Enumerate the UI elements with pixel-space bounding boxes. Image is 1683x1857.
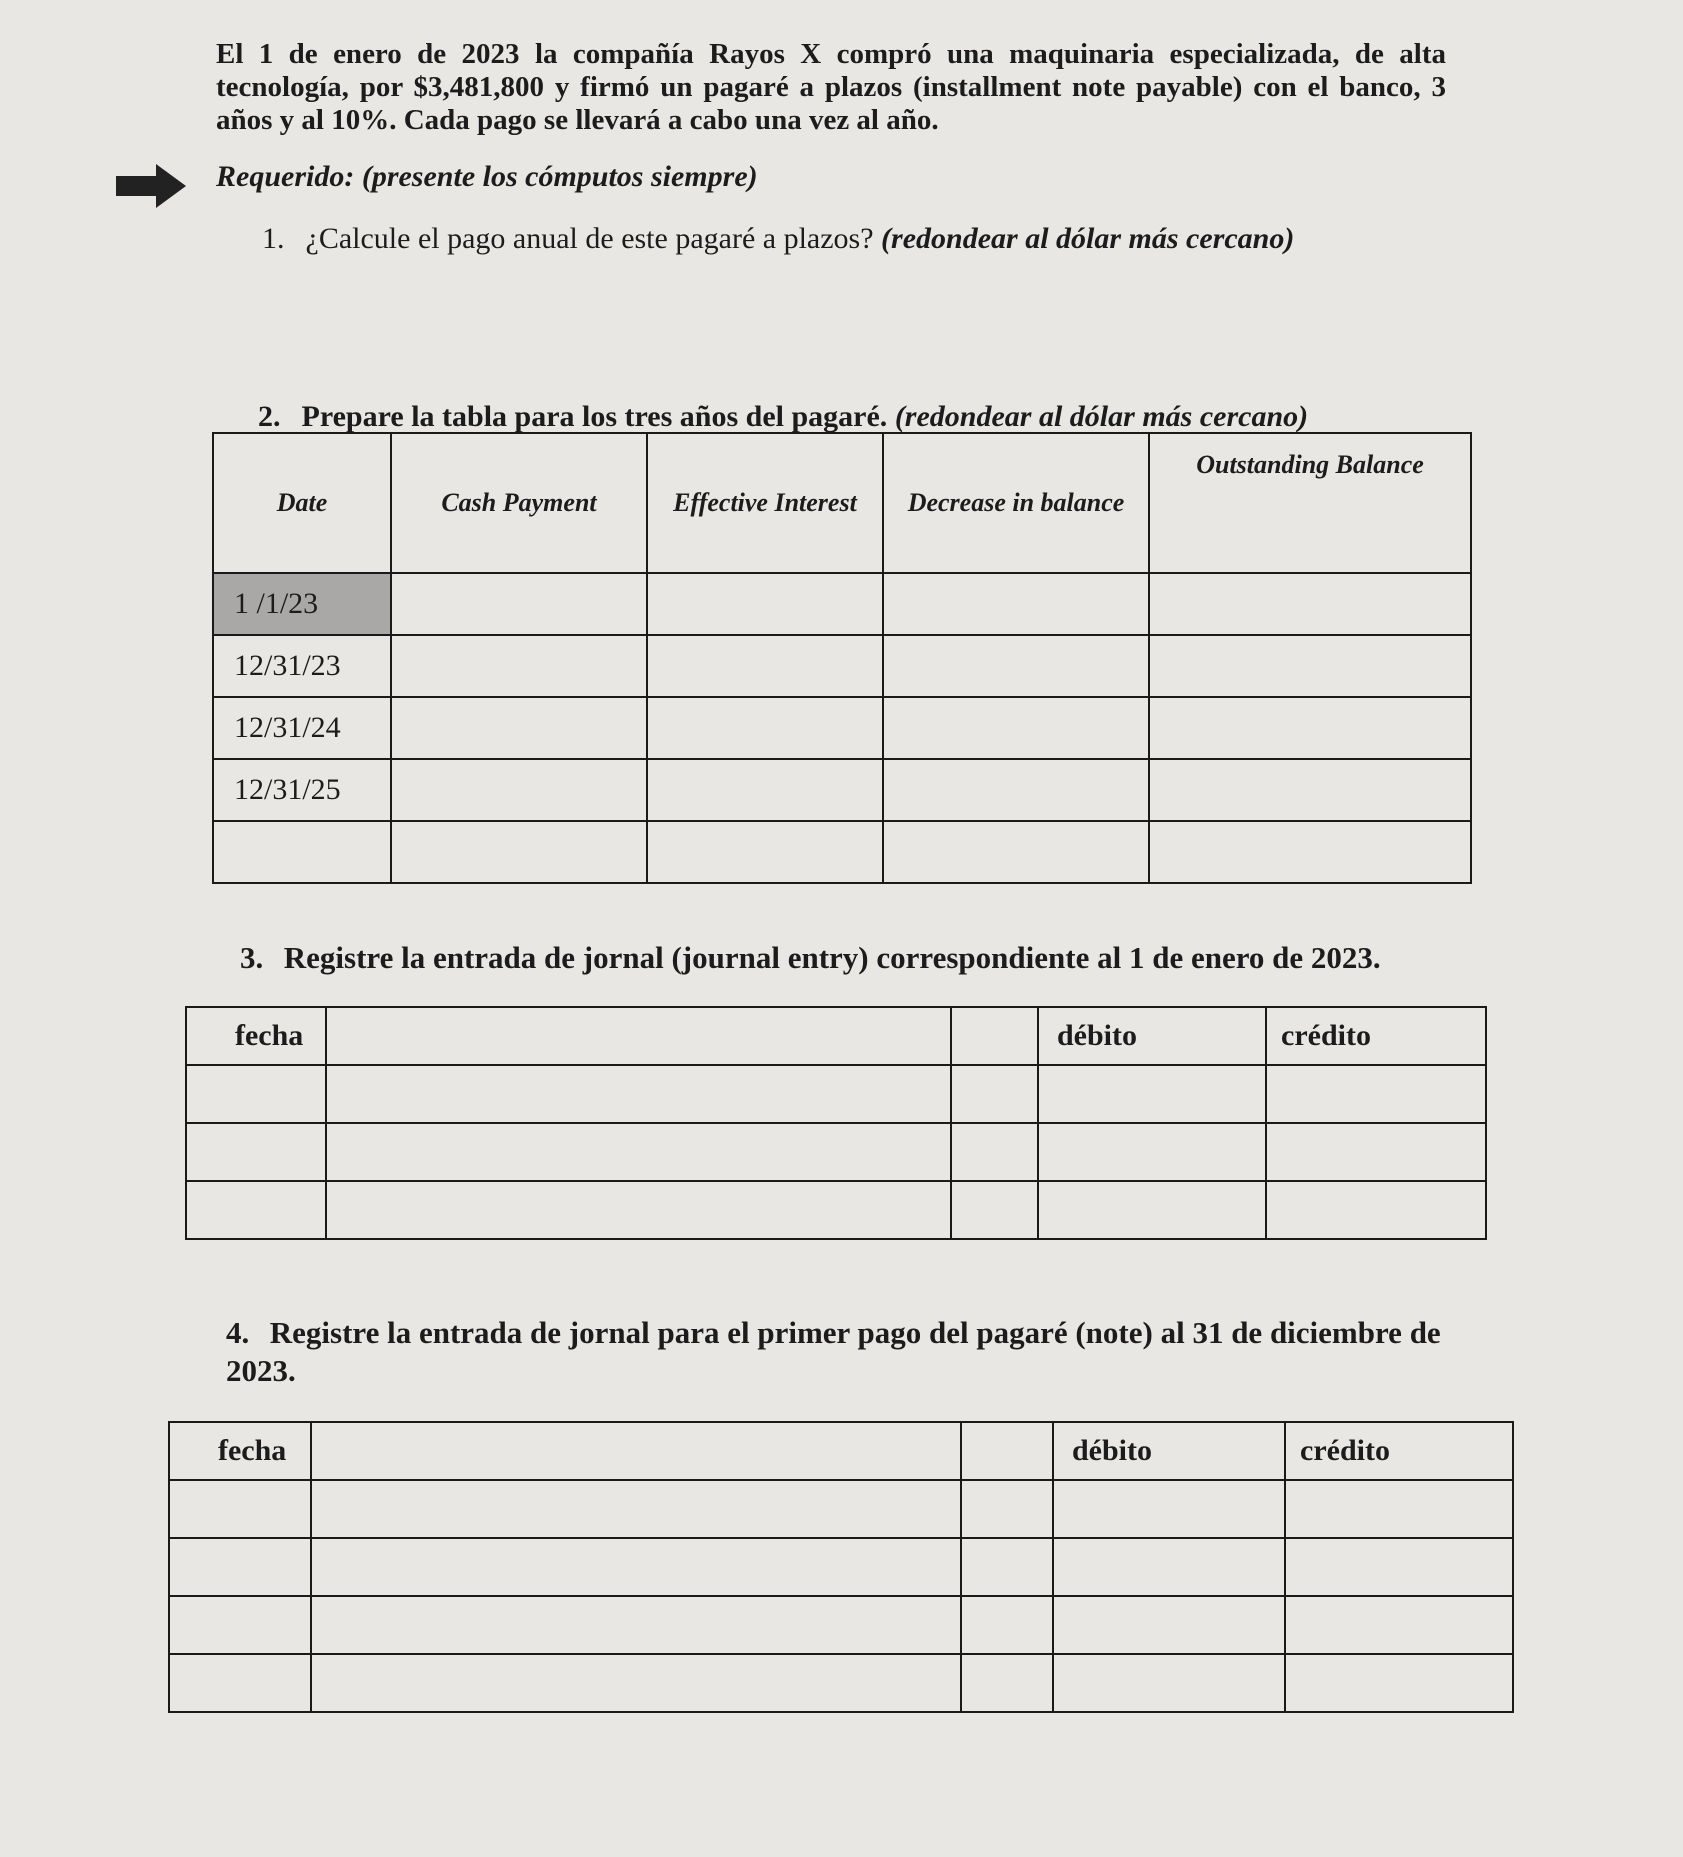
answer-cell[interactable] (311, 1480, 961, 1538)
header-effective-interest: Effective Interest (647, 433, 883, 573)
arrow-right-icon (116, 164, 186, 208)
answer-cell[interactable] (951, 1123, 1038, 1181)
answer-cell[interactable] (326, 1123, 951, 1181)
table-header-row (169, 1422, 1513, 1480)
table-row (169, 1480, 1513, 1538)
question-2-number: 2. (258, 400, 281, 433)
answer-cell[interactable] (1038, 1181, 1266, 1239)
answer-cell[interactable] (883, 759, 1149, 821)
date-cell: 12/31/23 (213, 635, 391, 697)
question-2 (258, 400, 1308, 434)
header-debito: débito (1053, 1422, 1285, 1480)
question-4-text: Registre la entrada de jornal para el primer pago del pagaré (note) al 31 de diciembre de 2023. (226, 1315, 1441, 1388)
header-ref (961, 1422, 1053, 1480)
answer-cell[interactable] (647, 573, 883, 635)
date-cell: 12/31/24 (213, 697, 391, 759)
required-heading: Requerido: (presente los cómputos siempre) (216, 160, 758, 193)
answer-cell[interactable] (1285, 1596, 1513, 1654)
header-debito: débito (1038, 1007, 1266, 1065)
answer-cell[interactable] (1149, 573, 1471, 635)
answer-cell[interactable] (1285, 1480, 1513, 1538)
question-3-number: 3. (240, 940, 264, 975)
answer-cell[interactable] (326, 1065, 951, 1123)
answer-cell[interactable] (391, 573, 647, 635)
answer-cell[interactable] (311, 1538, 961, 1596)
date-cell[interactable] (213, 821, 391, 883)
answer-cell[interactable] (951, 1181, 1038, 1239)
answer-cell[interactable] (186, 1065, 326, 1123)
answer-cell[interactable] (1266, 1065, 1486, 1123)
header-date: Date (213, 433, 391, 573)
answer-cell[interactable] (1285, 1654, 1513, 1712)
answer-cell[interactable] (186, 1123, 326, 1181)
answer-cell[interactable] (1149, 697, 1471, 759)
question-4-number: 4. (226, 1315, 250, 1350)
answer-cell[interactable] (1038, 1123, 1266, 1181)
answer-cell[interactable] (326, 1181, 951, 1239)
header-ref (951, 1007, 1038, 1065)
header-outstanding-balance: Outstanding Balance (1149, 433, 1471, 573)
header-fecha: fecha (169, 1422, 311, 1480)
date-cell: 1 /1/23 (213, 573, 391, 635)
answer-cell[interactable] (647, 635, 883, 697)
answer-cell[interactable] (186, 1181, 326, 1239)
answer-cell[interactable] (961, 1538, 1053, 1596)
answer-cell[interactable] (1053, 1480, 1285, 1538)
answer-cell[interactable] (1285, 1538, 1513, 1596)
amortization-table (212, 432, 1472, 884)
answer-cell[interactable] (391, 697, 647, 759)
question-4 (226, 1314, 1506, 1390)
answer-cell[interactable] (883, 697, 1149, 759)
answer-cell[interactable] (311, 1654, 961, 1712)
answer-cell[interactable] (647, 697, 883, 759)
answer-cell[interactable] (1149, 635, 1471, 697)
answer-cell[interactable] (1053, 1538, 1285, 1596)
question-1 (262, 222, 1294, 256)
answer-cell[interactable] (1038, 1065, 1266, 1123)
table-row (169, 1596, 1513, 1654)
header-decrease-in-balance: Decrease in balance (883, 433, 1149, 573)
answer-cell[interactable] (391, 821, 647, 883)
answer-cell[interactable] (961, 1654, 1053, 1712)
table-header-row (186, 1007, 1486, 1065)
header-account (311, 1422, 961, 1480)
journal-entry-table-1 (185, 1006, 1487, 1240)
answer-cell[interactable] (311, 1596, 961, 1654)
answer-cell[interactable] (961, 1596, 1053, 1654)
answer-cell[interactable] (169, 1596, 311, 1654)
header-credito: crédito (1266, 1007, 1486, 1065)
date-cell: 12/31/25 (213, 759, 391, 821)
table-row (213, 821, 1471, 883)
answer-cell[interactable] (169, 1654, 311, 1712)
answer-cell[interactable] (951, 1065, 1038, 1123)
problem-statement: El 1 de enero de 2023 la compañía Rayos X compró una maquinaria especializada, de alta tecnología, por $3,481,800 y firmó un pagaré a plazos (installment note payable) con el banco, 3 años y al 10%. Cada pago se llevará a cabo una vez al año. (216, 38, 1446, 136)
answer-cell[interactable] (391, 759, 647, 821)
question-1-text: ¿Calcule el pago anual de este pagaré a plazos? (305, 222, 874, 255)
answer-cell[interactable] (1266, 1181, 1486, 1239)
question-3 (240, 940, 1381, 976)
table-row (186, 1123, 1486, 1181)
header-fecha: fecha (186, 1007, 326, 1065)
answer-cell[interactable] (169, 1538, 311, 1596)
answer-cell[interactable] (883, 821, 1149, 883)
answer-cell[interactable] (391, 635, 647, 697)
answer-cell[interactable] (961, 1480, 1053, 1538)
answer-cell[interactable] (1149, 759, 1471, 821)
table-row (186, 1181, 1486, 1239)
table-row (186, 1065, 1486, 1123)
table-row (213, 697, 1471, 759)
question-3-text: Registre la entrada de jornal (journal entry) correspondiente al 1 de enero de 2023. (283, 940, 1381, 975)
question-2-note: (redondear al dólar más cercano) (894, 400, 1309, 433)
header-cash-payment: Cash Payment (391, 433, 647, 573)
question-1-note: (redondear al dólar más cercano) (881, 222, 1295, 255)
table-row (169, 1538, 1513, 1596)
table-row (169, 1654, 1513, 1712)
answer-cell[interactable] (647, 821, 883, 883)
table-row (213, 573, 1471, 635)
journal-entry-table-2 (168, 1421, 1514, 1713)
question-2-text: Prepare la tabla para los tres años del pagaré. (301, 400, 888, 433)
answer-cell[interactable] (1053, 1596, 1285, 1654)
answer-cell[interactable] (1149, 821, 1471, 883)
answer-cell[interactable] (883, 573, 1149, 635)
table-row (213, 635, 1471, 697)
header-credito: crédito (1285, 1422, 1513, 1480)
answer-cell[interactable] (169, 1480, 311, 1538)
answer-cell[interactable] (883, 635, 1149, 697)
table-header-row (213, 433, 1471, 573)
answer-cell[interactable] (647, 759, 883, 821)
answer-cell[interactable] (1266, 1123, 1486, 1181)
question-1-number: 1. (262, 222, 285, 255)
table-row (213, 759, 1471, 821)
header-account (326, 1007, 951, 1065)
answer-cell[interactable] (1053, 1654, 1285, 1712)
